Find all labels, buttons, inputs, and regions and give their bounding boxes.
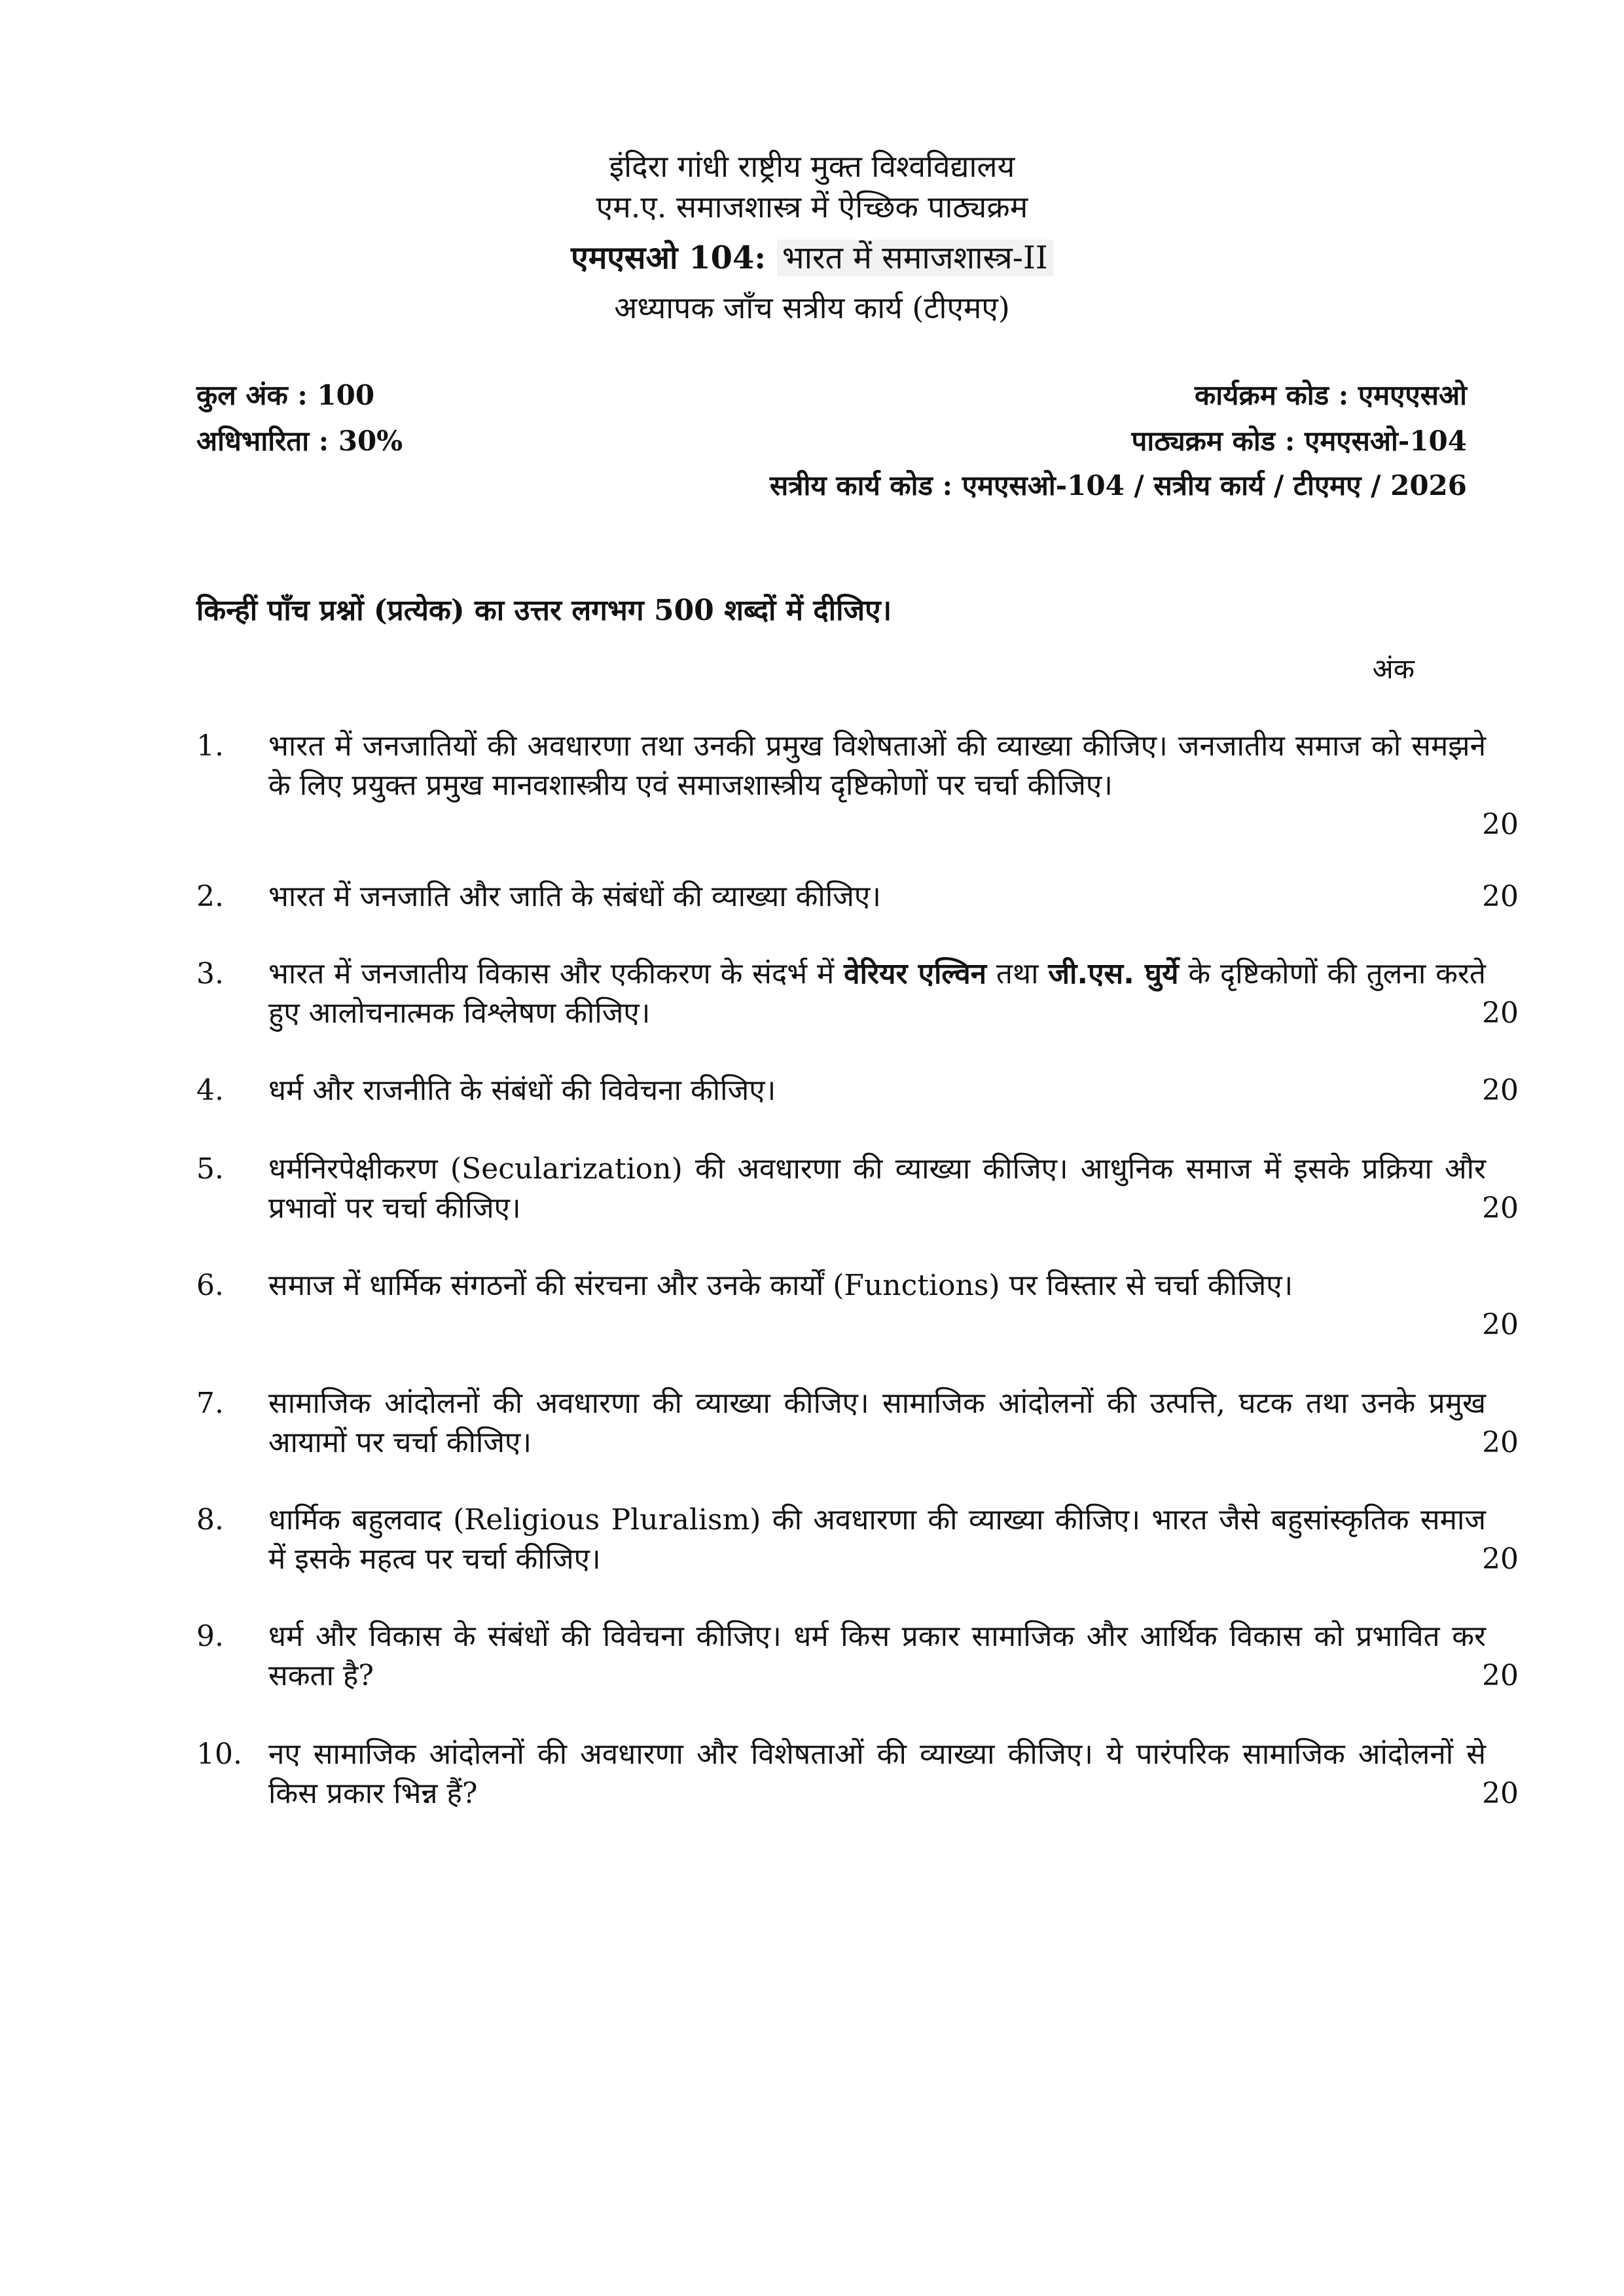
assignment-code: सत्रीय कार्य कोड : एमएसओ-104 / सत्रीय कार्य / टीएमए / 2026 (769, 469, 1467, 501)
question-number: 2. (196, 880, 224, 913)
question-marks: 20 (1482, 1777, 1519, 1810)
question-text (268, 955, 1486, 1033)
question-text: समाज में धार्मिक संगठनों की संरचना और उनके कार्यों (Functions) पर विस्तार से चर्चा कीजिए। (268, 1269, 1293, 1302)
question-number: 9. (196, 1620, 224, 1653)
program-name: एम.ए. समाजशास्त्र में ऐच्छिक पाठ्यक्रम (596, 189, 1028, 225)
course-heading (0, 236, 1624, 278)
question-text-part: तथा (986, 957, 1049, 991)
question-text-part: के दृष्टिकोणों की तुलना करते हुए आलोचनात्मक विश्लेषण कीजिए। (268, 957, 1486, 1030)
question-marks: 20 (1482, 1542, 1519, 1576)
name-gs-ghurye: जी.एस. घुर्ये (1048, 957, 1179, 991)
question-marks: 20 (1482, 1426, 1519, 1459)
question-number: 7. (196, 1387, 224, 1420)
question-text-part: भारत में जनजातीय विकास और एकीकरण के संदर्भ में (268, 957, 844, 991)
assignment-type: अध्यापक जाँच सत्रीय कार्य (टीएमए) (614, 290, 1010, 325)
question-text: धार्मिक बहुलवाद (Religious Pluralism) की अवधारणा की व्याख्या कीजिए। भारत जैसे बहुसांस्कृतिक समाज में इसके महत्व पर चर्चा कीजिए। (268, 1503, 1486, 1576)
question-number: 3. (196, 957, 224, 991)
name-verrier-elwin: वेरियर एल्विन (844, 957, 987, 991)
question-marks: 20 (1482, 1074, 1519, 1107)
program-code: कार्यक्रम कोड : एमएएसओ (1195, 379, 1467, 411)
course-title: भारत में समाजशास्त्र-II (777, 240, 1053, 276)
question-number: 5. (196, 1152, 224, 1186)
question-number: 6. (196, 1269, 224, 1302)
question-text: भारत में जनजाति और जाति के संबंधों की व्याख्या कीजिए। (268, 880, 881, 913)
question-number: 1. (196, 729, 224, 763)
question-number: 10. (196, 1738, 242, 1771)
question-text: धर्मनिरपेक्षीकरण (Secularization) की अवधारणा की व्याख्या कीजिए। आधुनिक समाज में इसके प्रक्रिया और प्रभावों पर चर्चा कीजिए। (268, 1152, 1486, 1225)
question-marks: 20 (1482, 808, 1519, 841)
university-name: इंदिरा गांधी राष्ट्रीय मुक्त विश्वविद्यालय (609, 149, 1015, 184)
question-marks: 20 (1482, 1659, 1519, 1692)
question-marks: 20 (1482, 1192, 1519, 1225)
question-text: भारत में जनजातियों की अवधारणा तथा उनकी प्रमुख विशेषताओं की व्याख्या कीजिए। जनजातीय समाज को समझने के लिए प्रयुक्त प्रमुख मानवशास्त्रीय एवं समाजशास्त्रीय दृष्टिकोणों पर चर्चा कीजिए। (268, 729, 1486, 802)
course-code-meta: पाठ्यक्रम कोड : एमएसओ-104 (1131, 425, 1467, 457)
question-marks: 20 (1482, 880, 1519, 913)
weightage: अधिभारिता : 30% (196, 425, 403, 457)
question-text: नए सामाजिक आंदोलनों की अवधारणा और विशेषताओं की व्याख्या कीजिए। ये पारंपरिक सामाजिक आंदोलनों से किस प्रकार भिन्न हैं? (268, 1738, 1486, 1810)
question-marks: 20 (1482, 1308, 1519, 1341)
total-marks: कुल अंक : 100 (196, 379, 375, 411)
question-text: धर्म और विकास के संबंधों की विवेचना कीजिए। धर्म किस प्रकार सामाजिक और आर्थिक विकास को प्रभावित कर सकता है? (268, 1620, 1486, 1692)
question-marks: 20 (1482, 996, 1519, 1030)
question-text: सामाजिक आंदोलनों की अवधारणा की व्याख्या कीजिए। सामाजिक आंदोलनों की उत्पत्ति, घटक तथा उनके प्रमुख आयामों पर चर्चा कीजिए। (268, 1387, 1486, 1459)
question-text: धर्म और राजनीति के संबंधों की विवेचना कीजिए। (268, 1074, 776, 1107)
marks-heading: अंक (1372, 653, 1415, 685)
question-number: 4. (196, 1074, 224, 1107)
instruction: किन्हीं पाँच प्रश्नों (प्रत्येक) का उत्तर लगभग 500 शब्दों में दीजिए। (196, 594, 892, 627)
question-number: 8. (196, 1503, 224, 1537)
course-code: एमएसओ 104: (571, 240, 767, 276)
